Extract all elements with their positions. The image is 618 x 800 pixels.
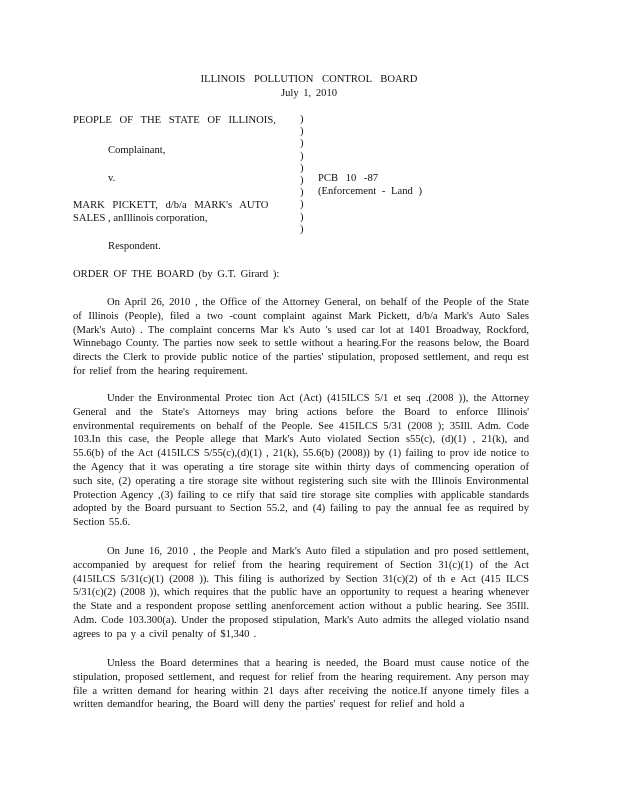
paren-mark: ) xyxy=(300,126,304,138)
body-paragraph: On June 16, 2010 , the People and Mark's Auto filed a stipulation and pro posed settlement, accompanied by arequest for relief from the hearing requirement of Section 31(c)(1) of the Act (415ILCS 5/31(c)(1) (2008 )). This filing is authorized by Section 31(c)(2) of th e Act (415 ILCS 5/31(c)(2) (2008 )), which requires that the public have an opportunity to request a hearing whenever the State and a respondent propose settling anenforcement action without a public hearing. See 35Ill. Adm. Code 103.300(a). Under the proposed stipulation, Mark's Auto admits the alleged violatio nsand agrees to pa y a civil penalty of $1,340 . xyxy=(73,546,529,640)
plaintiff-name: PEOPLE OF THE STATE OF ILLINOIS, xyxy=(73,115,276,126)
defendant-name-line1: MARK PICKETT, d/b/a MARK's AUTO xyxy=(73,200,269,211)
caption-paren-column xyxy=(300,114,310,236)
order-heading: ORDER OF THE BOARD (by G.T. Girard ): xyxy=(73,269,280,280)
paren-mark: ) xyxy=(300,114,304,125)
paren-mark: ) xyxy=(300,223,304,235)
respondent-label: Respondent. xyxy=(108,241,161,252)
case-type: (Enforcement - Land ) xyxy=(318,186,423,197)
body-paragraph: On April 26, 2010 , the Office of the Attorney General, on behalf of the People of the State of Illinois (People), filed a two -count complaint against Mark Pickett, d/b/a Mark's Auto Sales (Mark's Auto) . The complaint concerns Mar k's Auto 's used car lot at 1401 Broadway, Rockford, Winnebago County. The parties now seek to settle without a hearing.For the reasons below, the Board directs the Clerk to provide public notice of the parties' stipulation, proposed settlement, and requ est for relief from the hearing requirement. xyxy=(73,297,529,377)
case-number: PCB 10 -87 xyxy=(318,173,379,184)
complainant-label: Complainant, xyxy=(108,145,166,156)
paren-mark: ) xyxy=(300,162,304,174)
defendant-name-line2: SALES , anIllinois corporation, xyxy=(73,213,208,224)
body-paragraph: Unless the Board determines that a hearing is needed, the Board must cause notice of the stipulation, proposed settlement, and request for relief from the hearing requirement. Any person may file a written demand for hearing within 21 days after receiving the notice.If anyone timely files a written demandfor hearing, the Board will deny the parties' request for relief and hold a xyxy=(73,658,529,711)
paren-mark: ) xyxy=(300,174,304,186)
order-date: July 1, 2010 xyxy=(280,88,338,99)
paren-mark: ) xyxy=(300,138,304,150)
paren-mark: ) xyxy=(300,150,304,162)
paren-mark: ) xyxy=(300,211,304,223)
paren-mark: ) xyxy=(300,199,304,211)
versus-label: v. xyxy=(108,173,116,184)
board-heading: ILLINOIS POLLUTION CONTROL BOARD xyxy=(200,74,418,85)
body-paragraph: Under the Environmental Protec tion Act (Act) (415ILCS 5/1 et seq .(2008 )), the Attorney General and the State's Attorneys may bring actions before the Board to enforce Illinois' environmental requirements on behalf of the People. See 415ILCS 5/31 (2008 ); 35Ill. Adm. Code 103.In this case, the People allege that Mark's Auto violated Section s55(c), (d)(1) , 21(k), and 55.6(b) of the Act (415ILCS 5/55(c),(d)(1) , 21(k), 55.6(b) (2008)) by (1) failing to prov ide notice to the Agency that it was operating a tire storage site within thirty days of commencing operation of such site, (2) operating a tire storage site without registering such site with the Illinois Environmental Protection Agency ,(3) failing to ce rtify that said tire storage site complies with applicable standards adopted by the Board pursuant to Section 55.2, and (4) failing to pay the annual fee as required by Section 55.6. xyxy=(73,393,529,529)
paren-mark: ) xyxy=(300,187,304,199)
